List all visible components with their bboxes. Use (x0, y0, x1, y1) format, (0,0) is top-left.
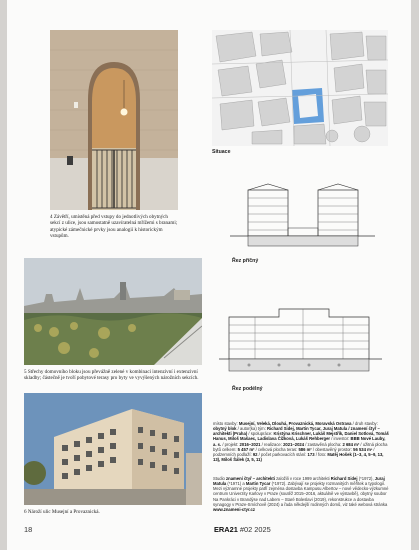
info-text-run: / celková plocha teras: (254, 446, 299, 452)
project-info-block (213, 421, 389, 462)
info-text-run: 586 m² (298, 446, 312, 452)
info-text-run: www.znameni-ctyr.cz (213, 506, 255, 512)
info-text-run: obytný blok (213, 426, 237, 432)
info-text-run: 5 457 m² (237, 446, 255, 452)
info-text-run: (*1972), (357, 476, 375, 481)
info-text-run: 2 684 m² (342, 441, 360, 447)
info-text-run: / podzemních podlaží: (213, 446, 375, 457)
longitudinal-section-drawing (219, 303, 382, 375)
info-text-run: znamení čtyř – architekti (226, 476, 275, 481)
journal-issue: #02 2025 (239, 525, 271, 534)
info-text-run: Musejní, Veleká, Dlouhá, Provaznická, Moravská Ostrava (238, 421, 352, 426)
info-text-run: Martin Tycar (245, 481, 271, 487)
info-text-run: 2016–2021 (239, 441, 261, 447)
info-text-run: Richard Sidej (330, 476, 358, 481)
site-plan-drawing (212, 30, 388, 146)
caption-photo-4: 4 Závětří, umístěná před vstupy do jednotlivých obytných sekcí z ulice, jsou samostatně uzavíratelná mřížemi s branami; atypické zámečnické prvky jsou analogií k historickým vstupům. (50, 214, 178, 240)
info-text-run: BBB Nové Lauby, a. s. (213, 436, 386, 447)
photo-arched-entrance (50, 30, 178, 210)
info-text-run: / autor(ka) tým: (236, 426, 267, 432)
info-text-run: 2021–2024 (283, 441, 305, 447)
info-text-run: založili v roce 1999 architekti (274, 476, 331, 481)
info-text-run: (*1972). Zabývají se projekty rozmanitých měřítek a typologií. Mezi významné projekty patří zejména dostavba Kampusu Albertov – nové vědecko-výzkumné centrum Univerzity Karlovy v Praze (soutěž 2015–2016, aktuálně ve výstavbě), obytný soubor Na Pankráci v Brandýse nad Labem – Staré Boleslavi (2019), rekonstrukce a dostavba synagogy v Praze-Smíchově (2024) a řada někdejší rodinných domů, viz také webová stránka (213, 481, 389, 507)
info-text-run: / obestavěný prostor: (311, 446, 354, 452)
info-text-run: 173 (307, 451, 315, 457)
info-text-run: Matěj Hošek (1–3, 4, 5–9, 13, 13), Miloš Šálek (3, 5, 11) (213, 451, 384, 463)
info-text-run: / užitná plocha bytů celkem: (213, 441, 388, 452)
info-text-run: / investor: (330, 436, 351, 442)
info-text-run: Kristýna Krischner, Lukáš Mejstřík, Daniel Sotlová, Tomáš Hanus, Miloš Mašaec, Ladislava Čížková, Lukáš Rehberger (213, 431, 389, 442)
photo-green-roof (24, 258, 202, 365)
cross-section-drawing (230, 180, 375, 250)
info-text-run: / druh stavby: (351, 421, 378, 426)
info-text-run: / počet parkovacích stání: (257, 451, 308, 457)
journal-name: ERA21 (214, 525, 238, 534)
caption-photo-6: 6 Nároží ulic Musejní a Provaznická. (24, 509, 100, 515)
label-cross-section: Řez příčný (232, 258, 259, 264)
info-text-run: místo stavby: (213, 421, 239, 426)
info-text-run: / foto: (314, 451, 328, 457)
caption-photo-5: 5 Střechy domovního bloku jsou převážně zelené v kombinaci intenzivní i extenzivní skladby; částečně je tvoří pobytové terasy pro byty ve vyvýšených nárožních sekcích. (24, 369, 199, 382)
info-text-run: Richard Sidej, Martin Tycar, Juraj Matula / znamení čtyř – architekti (Praha) (213, 426, 380, 437)
info-text-run: / realizace: (260, 441, 284, 447)
photo-street-corner (24, 393, 202, 505)
label-site-plan: Situace (212, 149, 231, 155)
magazine-page (7, 0, 411, 550)
info-text-run: (*1971) a (226, 481, 246, 487)
info-text-run: / projekt: (221, 441, 240, 447)
info-text-run: 92 (252, 451, 258, 457)
label-longitudinal-section: Řez podélný (232, 386, 263, 392)
journal-footer (214, 525, 271, 534)
info-text-run: / spolupráce: (247, 431, 274, 437)
page-number: 18 (24, 525, 33, 534)
studio-info-block (213, 476, 389, 512)
info-text-run: 56 534 m³ (353, 446, 373, 452)
info-text-run: Juraj Matula (213, 476, 385, 487)
info-text-run: Studio (213, 476, 227, 481)
info-text-run: / zastavěná plocha: (304, 441, 343, 447)
